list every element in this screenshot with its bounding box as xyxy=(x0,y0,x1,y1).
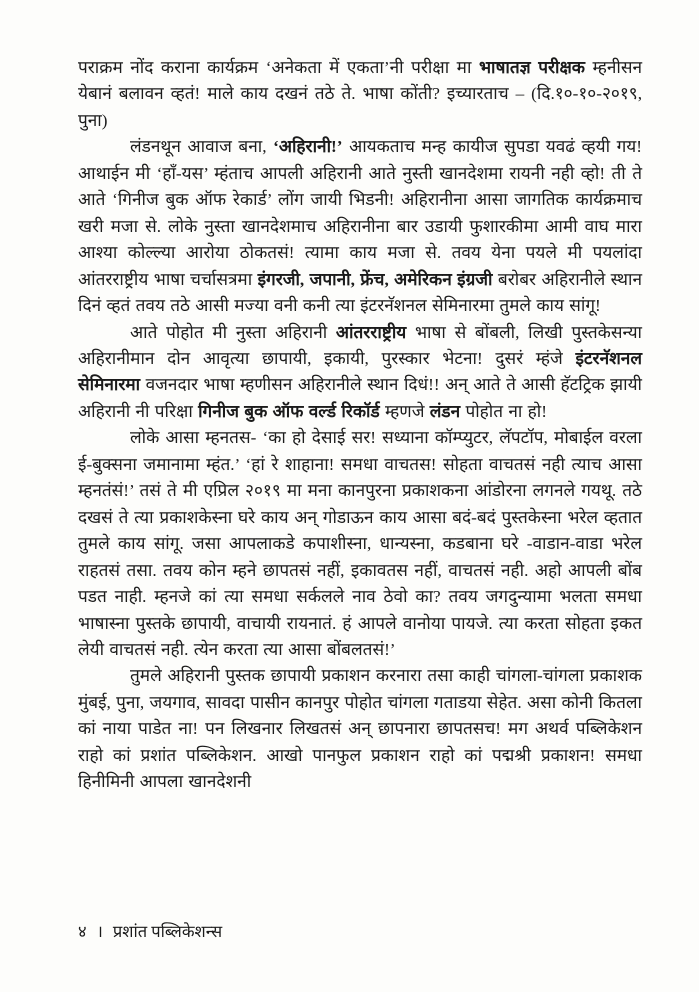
page-footer xyxy=(78,921,222,943)
text-segment: बरोबर अहिरानीले स्थान दिनं व्हतं तवय तठे आसी मज्या वनी कनी त्या इंटरनॅशनल सेमिनारमा तुमले काय सांगू! xyxy=(78,269,643,316)
paragraph xyxy=(78,663,642,795)
paragraph xyxy=(78,55,642,134)
bold-text-segment: ‘अहिरानी!’ xyxy=(273,137,343,157)
text-segment: भाषा से बोंबली, लिखी पुस्तकेसन्या अहिरानीमान दोन आवृत्या छापायी, इकायी, पुरस्कार भेटना! दुसरं म्हंजे xyxy=(78,322,642,368)
footer-divider: । xyxy=(96,922,103,941)
bold-text-segment: गिनीज बुक ऑफ वर्ल्ड रिकॉर्ड xyxy=(198,401,380,421)
paragraph xyxy=(78,320,642,426)
publisher-name: प्रशांत पब्लिकेशन्स xyxy=(112,922,223,941)
page-number: ४ xyxy=(78,922,87,941)
text-segment: वजनदार भाषा म्हणीसन अहिरानीले स्थान दिधं!! अन् आते ते आसी हॅटट्रिक झायी अहिरानी नी परिक्षा xyxy=(78,375,642,421)
text-segment: लंडनथून आवाज बना, xyxy=(130,137,274,157)
text-segment: पराक्रम नोंद कराना कार्यक्रम ‘अनेकता में एकता’नी परीक्षा मा xyxy=(78,58,479,77)
bold-text-segment: आंतरराष्ट्रीय xyxy=(335,322,407,342)
text-segment: म्हणजे xyxy=(379,401,430,421)
paragraph xyxy=(78,425,642,663)
text-segment: तुमले अहिरानी पुस्तक छापायी प्रकाशन करनारा तसा काही चांगला-चांगला प्रकाशक मुंबई, पुना, जयगाव, सावदा पासीन कानपुर पोहोत चांगला गताडया सेहेत. असा कोनी कितला कां नाया पाडेत ना! पन लिखनार लिखतसं अन् छापनारा छापतसच! मग अथर्व पब्लिकेशन राहो कां प्रशांत पब्लिकेशन. आखो पानफुल प्रकाशन राहो कां पद्मश्री प्रकाशन! समधा हिनीमिनी आपला खानदेशनी xyxy=(78,666,642,792)
text-segment: पोहोत ना हो! xyxy=(460,401,547,421)
text-segment: आते पोहोत मी नुस्ता अहिरानी xyxy=(130,322,336,342)
bold-text-segment: इंगरजी, जपानी, फ्रेंच, अमेरिकन इंग्रजी xyxy=(257,269,493,289)
text-column xyxy=(78,55,642,796)
text-segment: म्हनीसन येबानं बलावन व्हतं! माले काय दखनं तठे ते. भाषा कोंती? इच्यारताच – (दि.१०-१०-२०१९, पुना) xyxy=(78,58,642,130)
text-segment: आयकताच मन्ह कायीज सुपडा यवढं व्हयी गय! आथाईन मी ‘हाँ-यस’ म्हंताच आपली अहिरानी आते नुस्ती खानदेशमा रायनी नही व्हो! ती ते आते ‘गिनीज बुक ऑफ रेकार्ड’ लोंग जायी भिडनी! अहिरानीना आसा जागतिक कार्यक्रमाच खरी मजा से. लोके नुस्ता खानदेशमाच अहिरानीना बार उडायी फुशारकीमा आमी वाघ मारा आश्या कोल्ल्या आरोया ठोकतसं! त्यामा काय मजा से. तवय येना पयले मी पयलांदा आंतरराष्ट्रीय भाषा चर्चासत्रमा xyxy=(78,137,642,289)
bold-text-segment: लंडन xyxy=(429,401,461,421)
paragraph xyxy=(78,134,642,319)
bold-text-segment: भाषातज्ञ परीक्षक xyxy=(478,58,585,77)
bold-text-segment: इंटरनॅशनल सेमिनारमा xyxy=(78,348,642,395)
text-segment: लोके आसा म्हनतस- ‘का हो देसाई सर! सध्याना कॉम्प्युटर, लॅपटॉप, मोबाईल वरला ई-बुक्सना जमानामा म्हंत.’ ‘हां रे शाहाना! समधा वाचतस! सोहता वाचतसं नही त्याच आसा म्हनतंसं!’ तसं ते मी एप्रिल २०१९ मा मना कानपुरना प्रकाशकना आंडोरना लगनले गयथू. तठे दखसं ते त्या प्रकाशकेस्ना घरे काय अन् गोडाऊन काय आसा बदं-बदं पुस्तकेस्ना भरेल व्हतात तुमले काय सांगू. जसा आपलाकडे कपाशीस्ना, धान्यस्ना, कडबाना घरे -वाडान-वाडा भरेल राहतसं तसा. तवय कोन म्हने छापतसं नहीं, इकावतस नहीं, वाचतसं नही. अहो आपली बोंब पडत नाही. म्हनजे कां त्या समधा सर्कलले नाव ठेवो का? तवय जगदुन्यामा भलता समधा भाषास्ना पुस्तके छापायी, वाचायी रायनातं. हं आपले वानोया पायजे. त्या करता सोहता इकत लेयी वाचतसं नही. त्येन करता त्या आसा बोंबलतसं!’ xyxy=(78,428,642,659)
